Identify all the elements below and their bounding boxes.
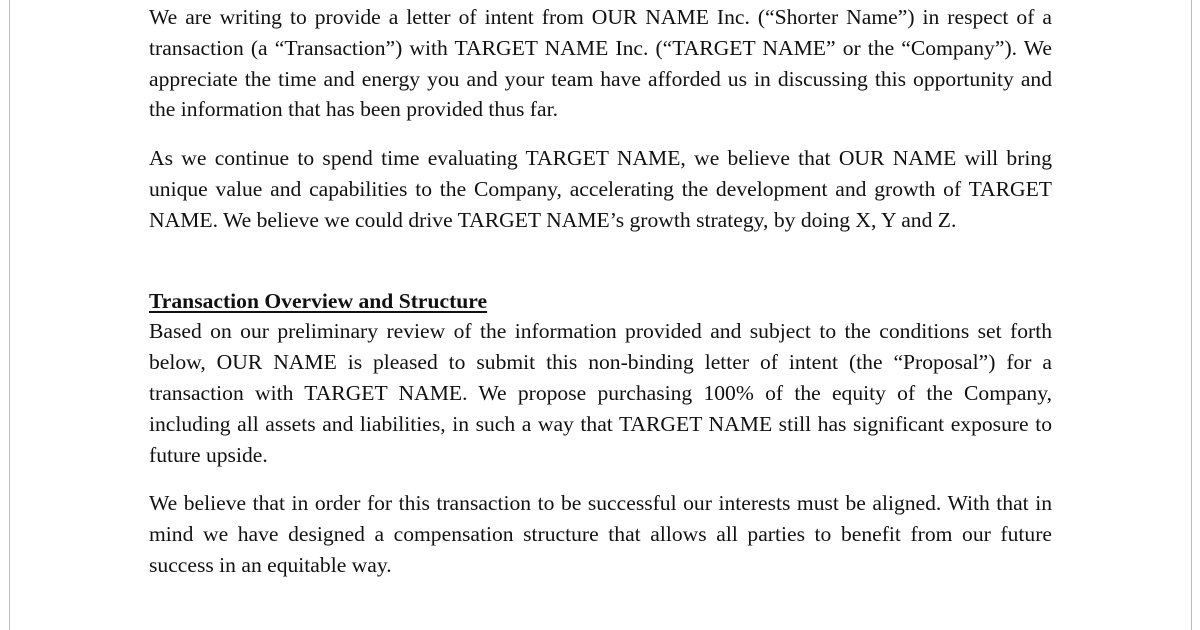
section-spacer: [149, 236, 1052, 286]
value-paragraph: As we continue to spend time evaluating TARGET NAME, we believe that OUR NAME will bring unique value and capabilities to the Company, accelerating the development and growth of TARGET NAME. We believe we could drive TARGET NAME’s growth strategy, by doing X, Y and Z.: [149, 146, 1052, 232]
page-right-edge: [1191, 0, 1192, 630]
paragraph-spacer: [149, 470, 1052, 488]
paragraph-spacer: [149, 125, 1052, 143]
page-left-edge: [9, 0, 10, 630]
document-page: [149, 2, 1052, 581]
proposal-paragraph: Based on our preliminary review of the information provided and subject to the conditions set forth below, OUR NAME is pleased to submit this non-binding letter of intent (the “Proposal”) for a transaction with TARGET NAME. We propose purchasing 100% of the equity of the Company, including all assets and liabilities, in such a way that TARGET NAME still has significant exposure to future upside.: [149, 319, 1052, 467]
alignment-paragraph: We believe that in order for this transaction to be successful our interests must be aligned. With that in mind we have designed a compensation structure that allows all parties to benefit from our future success in an equitable way.: [149, 491, 1052, 577]
intro-paragraph: We are writing to provide a letter of intent from OUR NAME Inc. (“Shorter Name”) in respect of a transaction (a “Transaction”) with TARGET NAME Inc. (“TARGET NAME” or the “Company”). We appreciate the time and energy you and your team have afforded us in discussing this opportunity and the information that has been provided thus far.: [149, 5, 1052, 122]
section-heading: Transaction Overview and Structure: [149, 288, 488, 313]
